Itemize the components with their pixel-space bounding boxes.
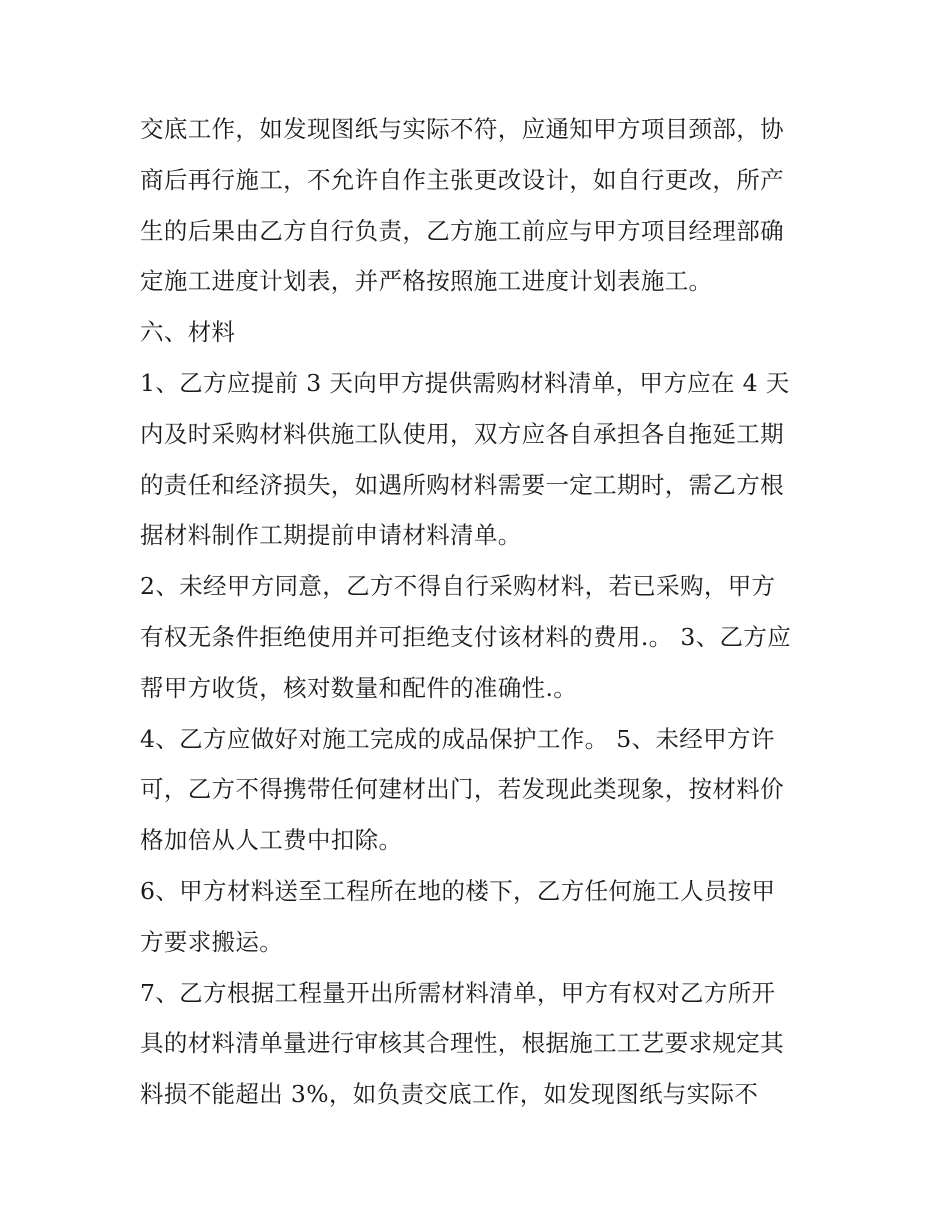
text-line: 交底工作，如发现图纸与实际不符，应通知甲方项目颈部，协	[140, 115, 784, 143]
text-line: 具的材料清单量进行审核其合理性，根据施工工艺要求规定其	[140, 1029, 784, 1058]
text-line: 6、甲方材料送至工程所在地的楼下，乙方任何施工人员按甲	[140, 876, 776, 905]
text-line: 帮甲方收货，核对数量和配件的准确性.。	[140, 673, 578, 702]
document-body	[140, 104, 830, 1120]
text-line: 料损不能超出 3%，如负责交底工作，如发现图纸与实际不	[140, 1080, 759, 1109]
text-line: 7、乙方根据工程量开出所需材料清单，甲方有权对乙方所开	[140, 978, 776, 1007]
text-line: 可，乙方不得携带任何建材出门，若发现此类现象，按材料价	[140, 775, 784, 804]
text-line: 2、未经甲方同意，乙方不得自行采购材料，若已采购，甲方	[140, 572, 776, 601]
text-line: 的责任和经济损失，如遇所购材料需要一定工期时，需乙方根	[140, 470, 784, 499]
text-line: 生的后果由乙方自行负责，乙方施工前应与甲方项目经理部确	[140, 216, 784, 245]
text-line: 定施工进度计划表，并严格按照施工进度计划表施工。	[140, 267, 713, 296]
text-line: 据材料制作工期提前申请材料清单。	[140, 521, 522, 550]
text-line: 4、乙方应做好对施工完成的成品保护工作。 5、未经甲方许	[140, 724, 775, 753]
text-line: 内及时采购材料供施工队使用，双方应各自承担各自拖延工期	[140, 419, 784, 448]
text-line: 方要求搬运。	[140, 927, 284, 956]
text-line: 格加倍从人工费中扣除。	[140, 826, 403, 855]
text-line: 有权无条件拒绝使用并可拒绝支付该材料的费用.。 3、乙方应	[140, 622, 792, 651]
text-line: 1、乙方应提前 3 天向甲方提供需购材料清单，甲方应在 4 天	[140, 368, 790, 397]
section-heading: 六、材料	[140, 318, 236, 347]
text-line: 商后再行施工，不允许自作主张更改设计，如自行更改，所产	[140, 165, 784, 194]
